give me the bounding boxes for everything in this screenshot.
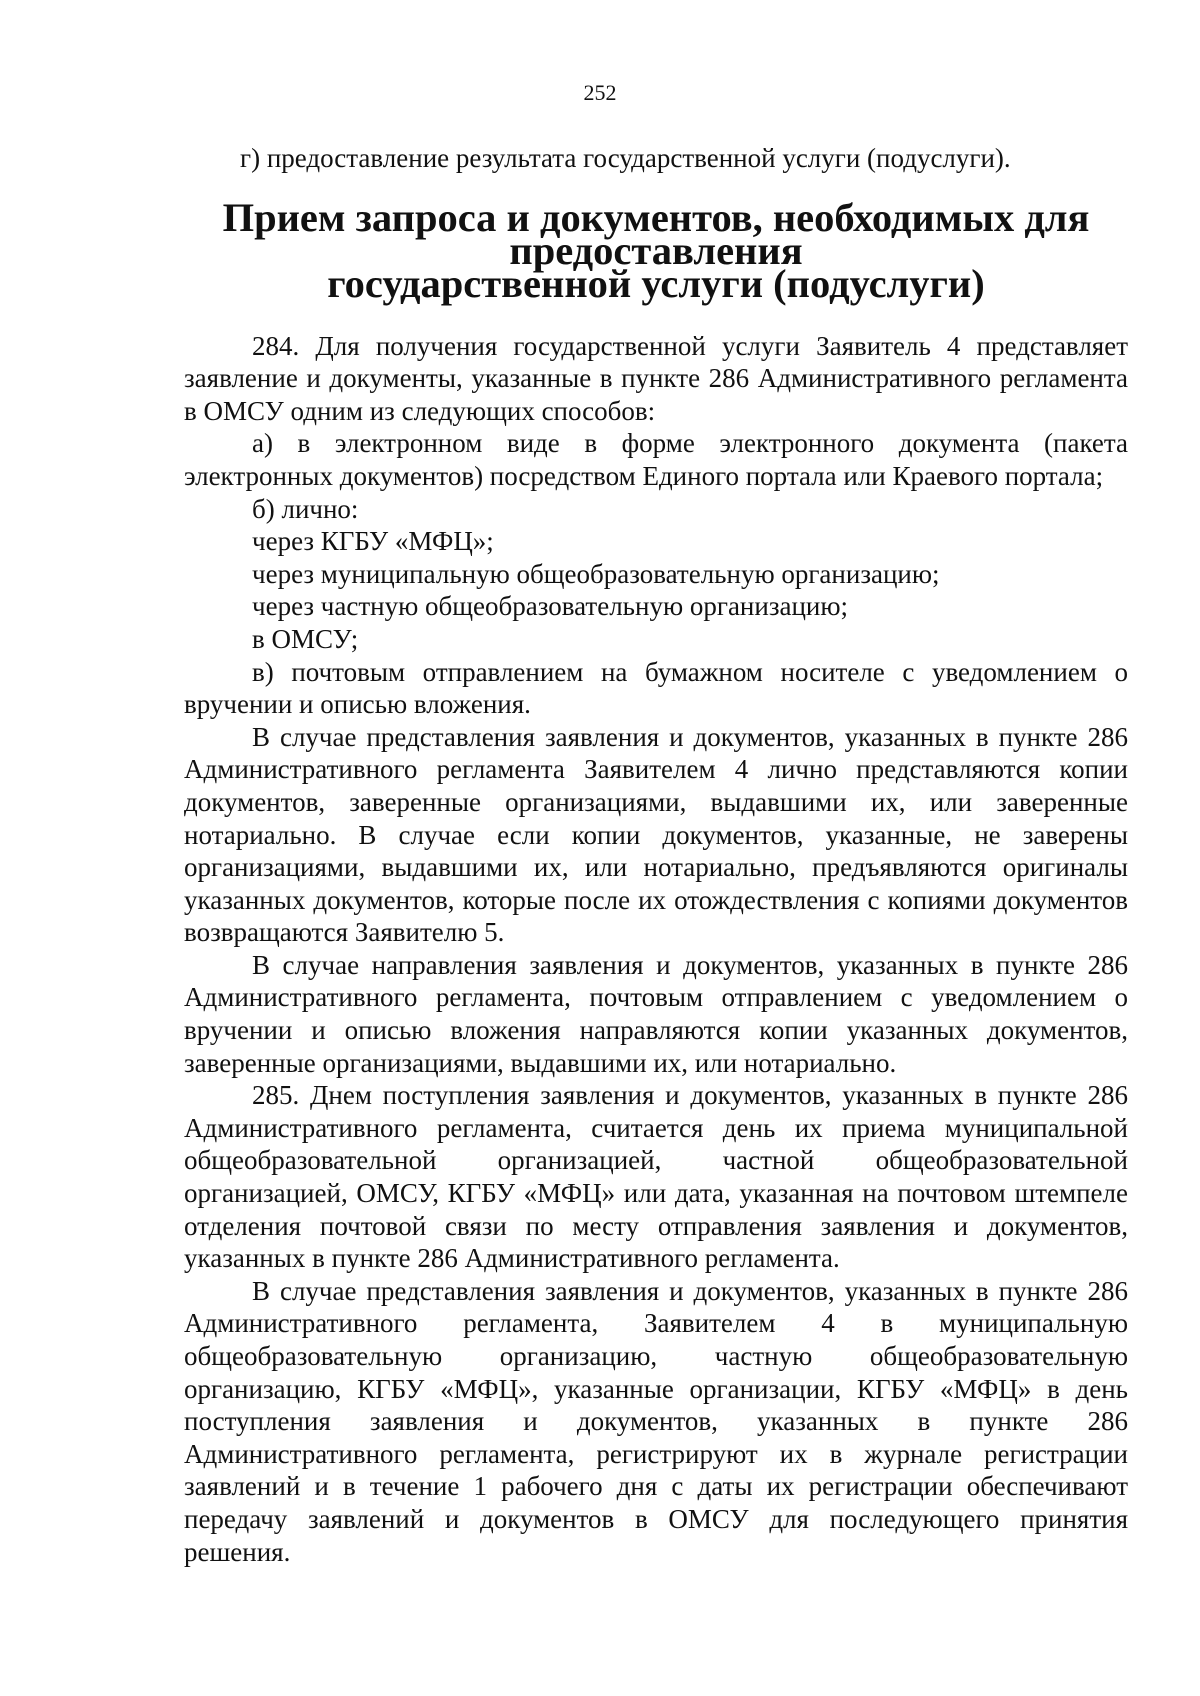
paragraph-registration: В случае представления заявления и документов, указанных в пункте 286 Административного регламента, Заявителем 4 в муниципальную общеобразовательную организацию, частную общеобразовательную организацию, КГБУ «МФЦ», указанные организации, КГБУ «МФЦ» в день поступления заявления и документов, указанных в пункте 286 Административного регламента, регистрируют их в журнале регистрации заявлений и в течение 1 рабочего дня с даты их регистрации обеспечивают передачу заявлений и документов в ОМСУ для последующего принятия решения. [184, 1275, 1128, 1567]
list-item-c: в) почтовым отправлением на бумажном носителе с уведомлением о вручении и описью вложения. [184, 656, 1128, 720]
section-heading-line-2: государственной услуги (подуслуги) [327, 260, 985, 306]
list-item-b: б) лично: [252, 493, 359, 524]
section-heading-line-1: Прием запроса и документов, необходимых для предоставления [222, 194, 1090, 273]
paragraph-284: 284. Для получения государственной услуги Заявитель 4 представляет заявление и документы, указанные в пункте 286 Административного регламента в ОМСУ одним из следующих способов: [184, 330, 1128, 426]
list-subitem-omsu: в ОМСУ; [252, 623, 359, 654]
paragraph-personal-submission: В случае представления заявления и документов, указанных в пункте 286 Административного регламента Заявителем 4 лично представляются копии документов, заверенные организациями, выдавшими их, или заверенные нотариально. В случае если копии документов, указанные, не заверены организациями, выдавшими их, или нотариально, предъявляются оригиналы указанных документов, которые после их отождествления с копиями документов возвращаются Заявителю 5. [184, 721, 1128, 948]
list-subitem-mfc: через КГБУ «МФЦ»; [252, 526, 494, 557]
page-number: 252 [583, 80, 617, 105]
paragraph-postal-submission: В случае направления заявления и документов, указанных в пункте 286 Административного регламента, почтовым отправлением с уведомлением о вручении и описью вложения направляются копии указанных документов, заверенные организациями, выдавшими их, или нотариально. [184, 949, 1128, 1078]
list-subitem-private-org: через частную общеобразовательную организацию; [252, 591, 849, 622]
document-body [184, 142, 1128, 1568]
paragraph-285: 285. Днем поступления заявления и документов, указанных в пункте 286 Административного регламента, считается день их приема муниципальной общеобразовательной организацией, частной общеобразовательной организацией, ОМСУ, КГБУ «МФЦ» или дата, указанная на почтовом штемпеле отделения почтовой связи по месту отправления заявления и документов, указанных в пункте 286 Административного регламента. [184, 1080, 1128, 1274]
list-item-a: а) в электронном виде в форме электронного документа (пакета электронных документов) посредством Единого портала или Краевого портала; [184, 428, 1128, 491]
list-subitem-municipal-org: через муниципальную общеобразовательную организацию; [252, 558, 940, 589]
section-heading [184, 194, 1128, 306]
lead-line: г) предоставление результата государственной услуги (подуслуги). [240, 143, 1011, 173]
